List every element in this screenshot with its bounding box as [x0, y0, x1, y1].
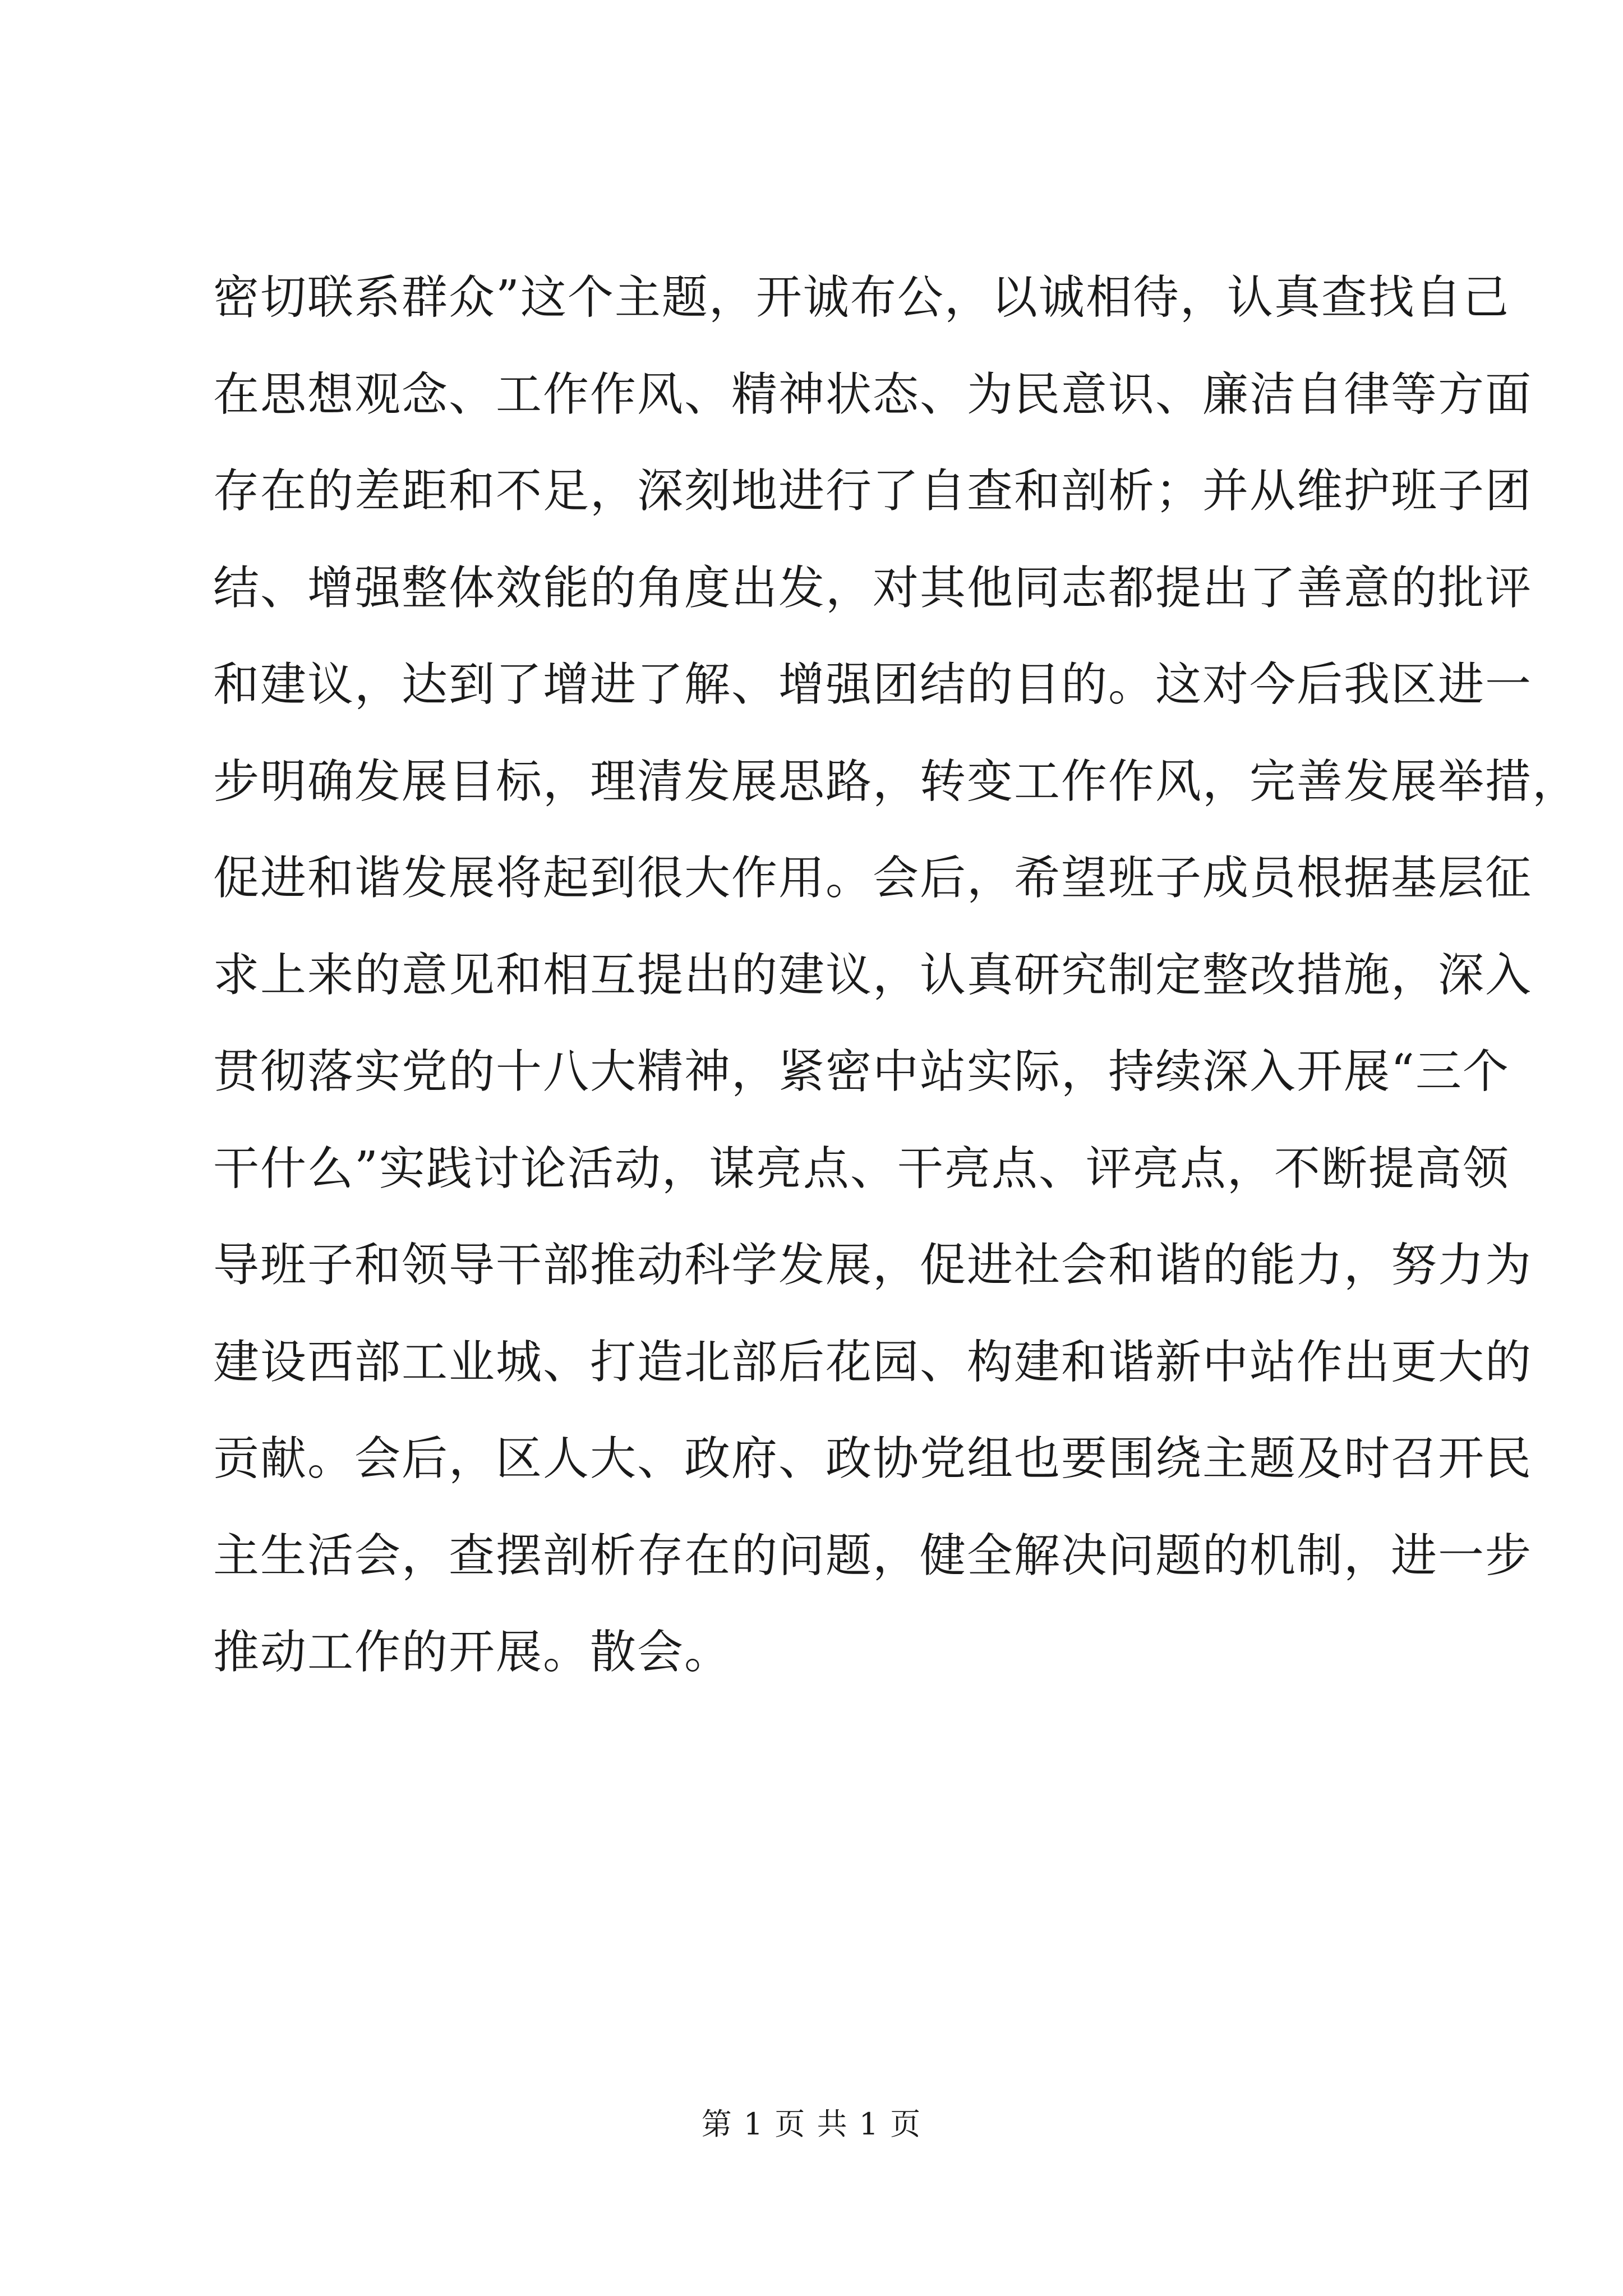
- text-line: 贡献。会后，区人大、政府、政协党组也要围绕主题及时召开民: [213, 1432, 1533, 1485]
- text-line: 密切联系群众”这个主题，开诚布公，以诚相待，认真查找自己: [213, 271, 1510, 324]
- text-line: 导班子和领导干部推动科学发展，促进社会和谐的能力，努力为: [213, 1239, 1533, 1292]
- text-line: 和建议，达到了增进了解、增强团结的目的。这对今后我区进一: [213, 658, 1533, 711]
- text-line: 求上来的意见和相互提出的建议，认真研究制定整改措施，深入: [213, 948, 1533, 1002]
- page-number: 第 1 页 共 1 页: [701, 2106, 922, 2142]
- text-line: 贯彻落实党的十八大精神，紧密中站实际，持续深入开展“三个: [213, 1045, 1510, 1098]
- text-line: 推动工作的开展。散会。: [213, 1626, 732, 1679]
- text-line: 结、增强整体效能的角度出发，对其他同志都提出了善意的批评: [213, 561, 1533, 615]
- text-line: 主生活会，查摆剖析存在的问题，健全解决问题的机制，进一步: [213, 1529, 1533, 1582]
- text-line: 干什么”实践讨论活动，谋亮点、干亮点、评亮点，不断提高领: [213, 1142, 1510, 1195]
- text-line: 步明确发展目标，理清发展思路，转变工作作风，完善发展举措，: [213, 754, 1580, 808]
- text-line: 存在的差距和不足，深刻地进行了自查和剖析；并从维护班子团: [213, 464, 1533, 518]
- text-line: 在思想观念、工作作风、精神状态、为民意识、廉洁自律等方面: [213, 367, 1533, 421]
- text-line: 促进和谐发展将起到很大作用。会后，希望班子成员根据基层征: [213, 852, 1533, 905]
- text-line: 建设西部工业城、打造北部后花园、构建和谐新中站作出更大的: [213, 1335, 1533, 1389]
- body-paragraph: [213, 250, 1580, 1701]
- page-footer: [0, 2105, 1623, 2144]
